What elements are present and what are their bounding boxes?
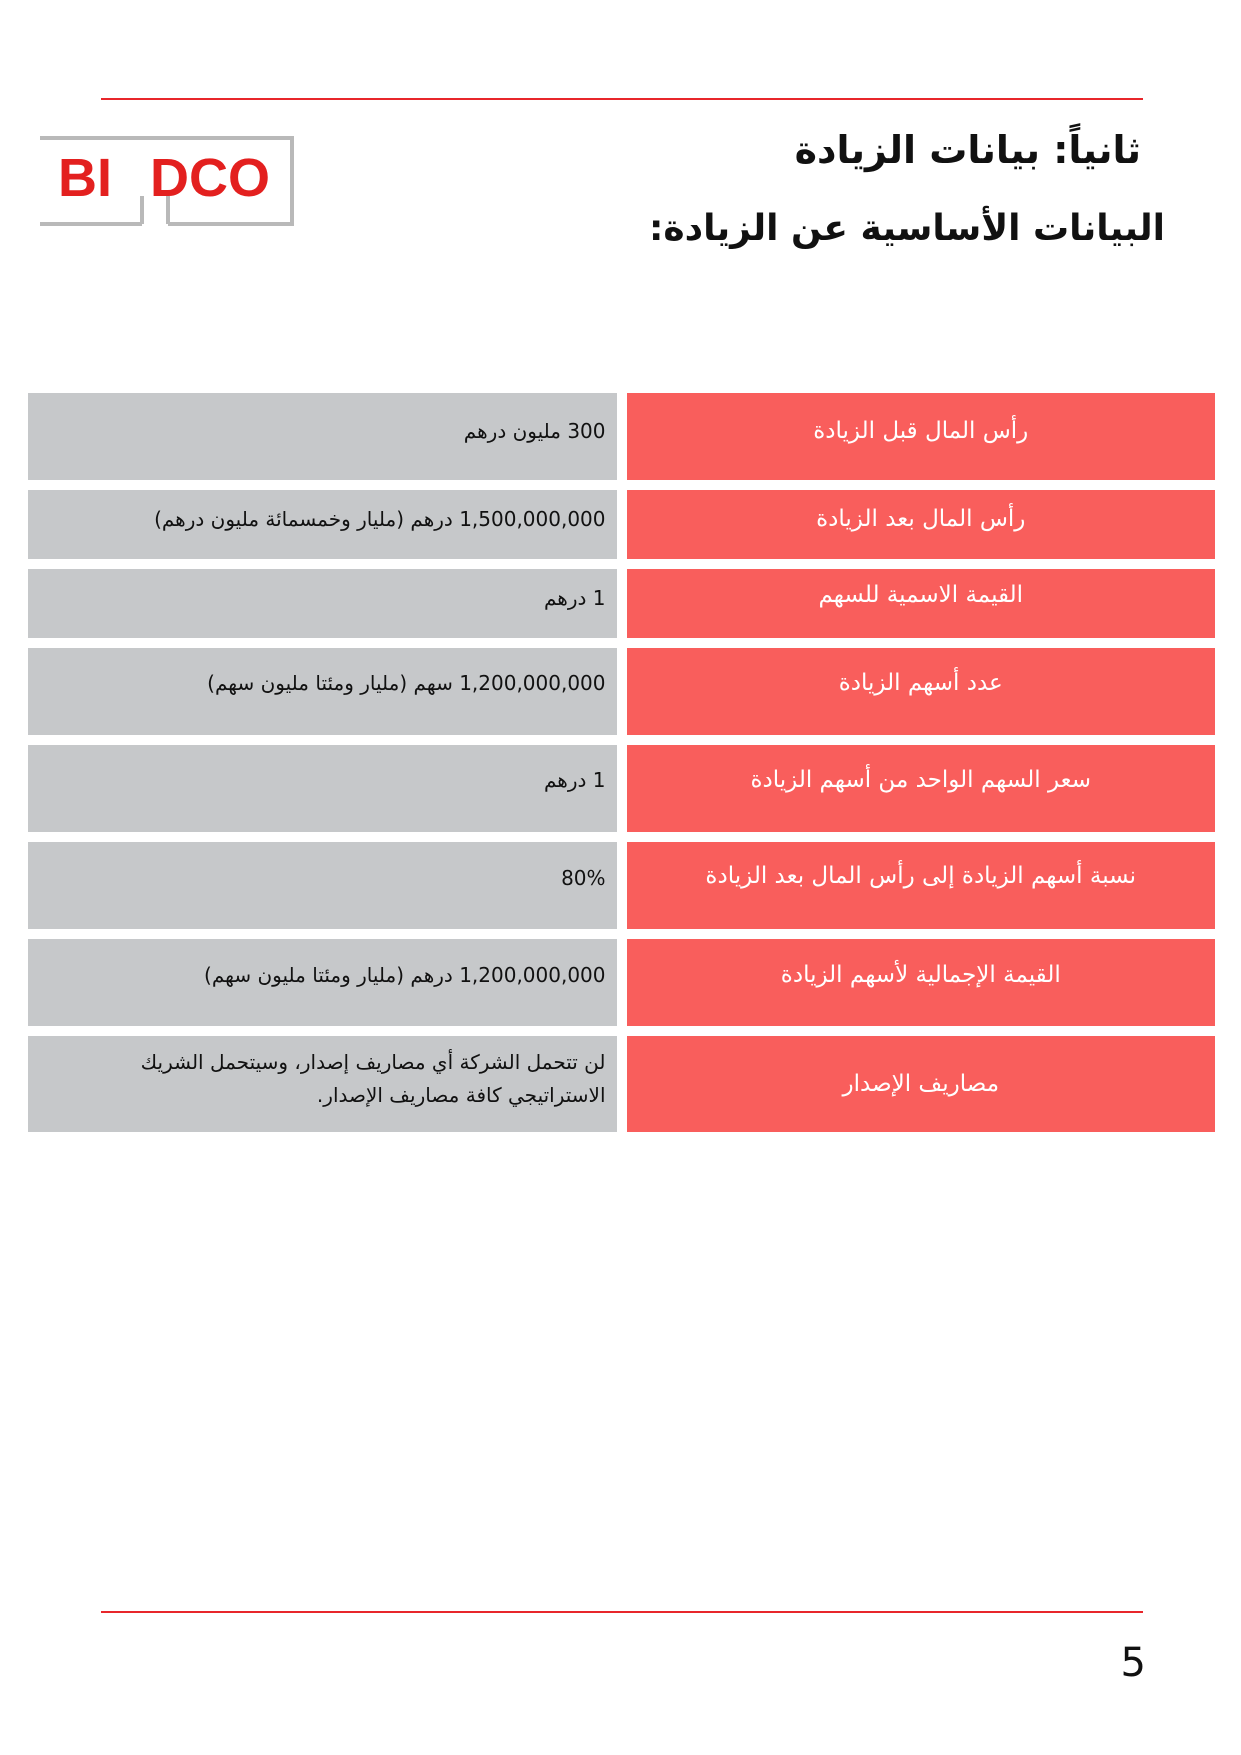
row-label: عدد أسهم الزيادة: [627, 648, 1215, 735]
page-title: ثانياً: بيانات الزيادة: [794, 128, 1141, 172]
logo-text: BI: [58, 148, 112, 208]
table-row: [28, 1036, 1215, 1132]
table-row: [28, 745, 1215, 832]
table-row: [28, 569, 1215, 638]
table-row: [28, 393, 1215, 480]
row-value: 1,200,000,000 درهم (مليار ومئتا مليون سهم): [28, 939, 617, 1026]
page-subtitle: البيانات الأساسية عن الزيادة:: [649, 208, 1165, 249]
bidco-logo: [38, 136, 294, 228]
row-value: 1,500,000,000 درهم (مليار وخمسمائة مليون درهم): [28, 490, 617, 559]
row-value: لن تتحمل الشركة أي مصاريف إصدار، وسيتحمل الشريك الاستراتيجي كافة مصاريف الإصدار.: [28, 1036, 617, 1132]
row-value: 300 مليون درهم: [28, 393, 617, 480]
table-row: [28, 648, 1215, 735]
row-label: مصاريف الإصدار: [627, 1036, 1215, 1132]
table-row: [28, 490, 1215, 559]
page-number: 5: [1120, 1640, 1146, 1686]
increase-data-table: [28, 393, 1215, 1142]
top-rule: [101, 98, 1143, 100]
row-value: 80%: [28, 842, 617, 929]
row-label: القيمة الإجمالية لأسهم الزيادة: [627, 939, 1215, 1026]
svg-text:DCO: DCO: [150, 148, 270, 208]
row-label: رأس المال بعد الزيادة: [627, 490, 1215, 559]
row-label: نسبة أسهم الزيادة إلى رأس المال بعد الزيادة: [627, 842, 1215, 929]
table-row: [28, 842, 1215, 929]
row-value: 1 درهم: [28, 745, 617, 832]
row-value: 1,200,000,000 سهم (مليار ومئتا مليون سهم): [28, 648, 617, 735]
logo-graphic: [38, 136, 294, 228]
row-label: رأس المال قبل الزيادة: [627, 393, 1215, 480]
row-value: 1 درهم: [28, 569, 617, 638]
table-row: [28, 939, 1215, 1026]
row-label: سعر السهم الواحد من أسهم الزيادة: [627, 745, 1215, 832]
row-label: القيمة الاسمية للسهم: [627, 569, 1215, 638]
bottom-rule: [101, 1611, 1143, 1613]
